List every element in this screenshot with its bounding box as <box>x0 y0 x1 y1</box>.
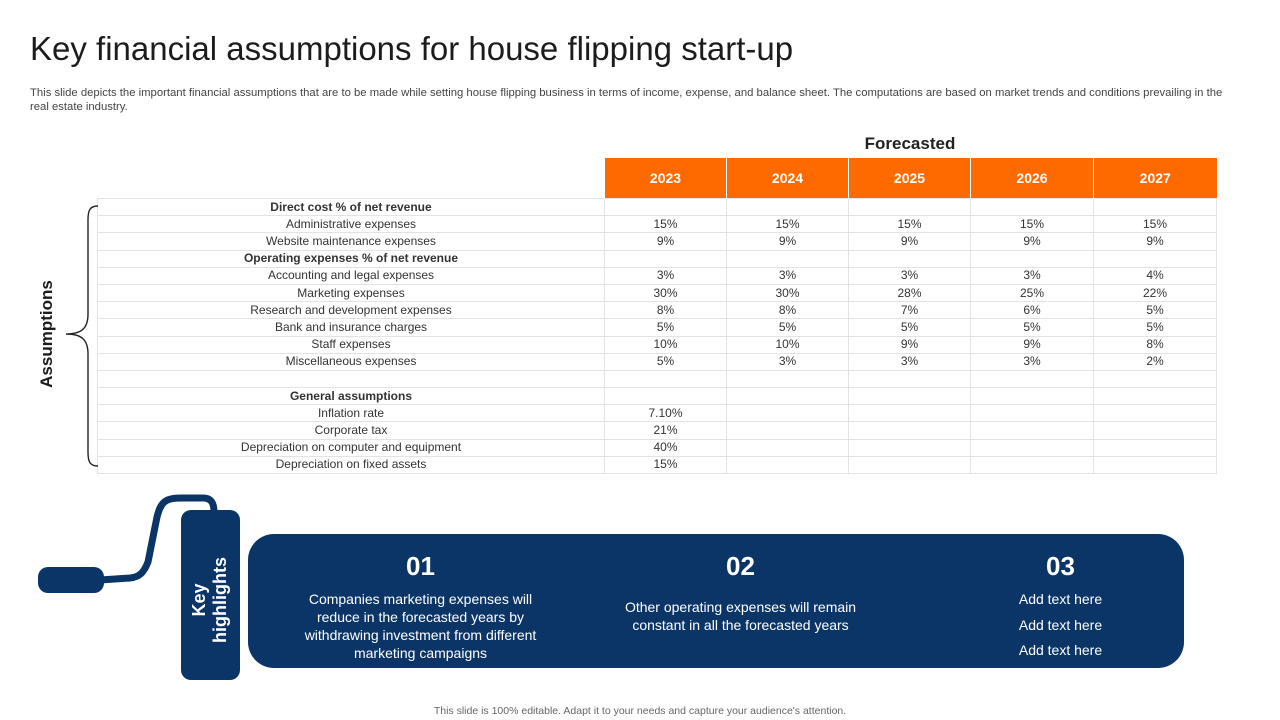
table-cell: 3% <box>849 353 971 370</box>
table-cell: 25% <box>971 284 1094 301</box>
highlight-item <box>618 534 863 634</box>
table-cell: 30% <box>605 284 727 301</box>
row-label: General assumptions <box>98 388 605 405</box>
table-cell: 10% <box>605 336 727 353</box>
table-cell: 4% <box>1094 267 1217 284</box>
table-cell: 5% <box>605 353 727 370</box>
table-row <box>98 456 1217 473</box>
table-cell: 15% <box>1094 216 1217 233</box>
table-cell <box>849 199 971 216</box>
header-blank-cell <box>98 158 605 199</box>
table-cell <box>971 250 1094 267</box>
table-cell: 9% <box>849 336 971 353</box>
row-label: Miscellaneous expenses <box>98 353 605 370</box>
table-cell <box>605 388 727 405</box>
table-cell: 40% <box>605 439 727 456</box>
year-header: 2027 <box>1094 158 1217 199</box>
highlight-text: Other operating expenses will remain constant in all the forecasted years <box>624 599 857 633</box>
table-cell: 3% <box>849 267 971 284</box>
table-cell <box>1094 250 1217 267</box>
highlight-text-list <box>938 590 1183 667</box>
row-label: Administrative expenses <box>98 216 605 233</box>
slide-title: Key financial assumptions for house flipping start-up <box>30 30 794 67</box>
table-row <box>98 370 1217 387</box>
highlight-item <box>938 534 1183 667</box>
assumptions-label: Assumptions <box>37 280 56 388</box>
year-header-row <box>98 158 1217 199</box>
table-cell <box>1094 422 1217 439</box>
table-cell: 15% <box>849 216 971 233</box>
table-cell: 3% <box>727 267 849 284</box>
table-cell: 15% <box>605 216 727 233</box>
table-cell <box>727 388 849 405</box>
table-cell: 3% <box>971 267 1094 284</box>
table-cell: 3% <box>971 353 1094 370</box>
table-cell <box>727 370 849 387</box>
table-cell: 21% <box>605 422 727 439</box>
table-cell: 9% <box>971 336 1094 353</box>
table-cell <box>1094 199 1217 216</box>
table-cell: 15% <box>605 456 727 473</box>
table-row <box>98 284 1217 301</box>
table-cell <box>971 439 1094 456</box>
table-cell: 8% <box>605 302 727 319</box>
table-cell: 10% <box>727 336 849 353</box>
row-label: Inflation rate <box>98 405 605 422</box>
table-cell: 28% <box>849 284 971 301</box>
table-cell <box>1094 405 1217 422</box>
table-cell: 5% <box>971 319 1094 336</box>
row-label <box>98 370 605 387</box>
table-cell: 5% <box>849 319 971 336</box>
table-cell <box>727 199 849 216</box>
table-body <box>98 199 1217 474</box>
table-cell: 15% <box>727 216 849 233</box>
highlight-number: 02 <box>726 551 755 581</box>
highlight-text: Add text here <box>1018 642 1103 658</box>
row-label: Operating expenses % of net revenue <box>98 250 605 267</box>
table-cell <box>1094 370 1217 387</box>
table-cell: 5% <box>727 319 849 336</box>
table-row <box>98 422 1217 439</box>
table-cell: 5% <box>605 319 727 336</box>
table-cell: 22% <box>1094 284 1217 301</box>
year-header: 2025 <box>849 158 971 199</box>
table-cell <box>727 405 849 422</box>
table-cell <box>605 250 727 267</box>
slide-description: This slide depicts the important financial assumptions that are to be made while setting house flipping business in terms of income, expense, and balance sheet. The computations are based on market trends and conditions prevailing in the real estate industry. <box>30 87 1223 113</box>
table-cell <box>849 405 971 422</box>
table-row <box>98 267 1217 284</box>
table-row <box>98 439 1217 456</box>
table-cell <box>1094 456 1217 473</box>
table-cell <box>849 388 971 405</box>
table-cell <box>1094 388 1217 405</box>
table-cell <box>727 456 849 473</box>
table-cell <box>971 456 1094 473</box>
row-label: Depreciation on fixed assets <box>98 456 605 473</box>
table-cell: 9% <box>727 233 849 250</box>
highlight-text: Add text here <box>1018 616 1103 633</box>
highlight-number: 03 <box>1046 551 1075 581</box>
row-label: Corporate tax <box>98 422 605 439</box>
table-row <box>98 336 1217 353</box>
table-cell <box>849 250 971 267</box>
table-row <box>98 216 1217 233</box>
row-label: Bank and insurance charges <box>98 319 605 336</box>
table-cell <box>605 199 727 216</box>
assumptions-table <box>97 158 1217 474</box>
table-cell <box>971 370 1094 387</box>
row-label: Website maintenance expenses <box>98 233 605 250</box>
table-cell: 5% <box>1094 302 1217 319</box>
table-cell <box>971 405 1094 422</box>
table-cell: 7% <box>849 302 971 319</box>
table-row <box>98 250 1217 267</box>
table-row <box>98 199 1217 216</box>
table-cell: 7.10% <box>605 405 727 422</box>
table-row <box>98 388 1217 405</box>
row-label: Research and development expenses <box>98 302 605 319</box>
table-cell: 9% <box>971 233 1094 250</box>
table-cell <box>1094 439 1217 456</box>
year-header: 2026 <box>971 158 1094 199</box>
table-cell <box>727 439 849 456</box>
table-cell: 3% <box>727 353 849 370</box>
table-cell: 6% <box>971 302 1094 319</box>
highlights-panel <box>248 534 1184 668</box>
table-cell: 8% <box>727 302 849 319</box>
table-cell: 30% <box>727 284 849 301</box>
table-cell <box>971 422 1094 439</box>
table-cell: 15% <box>971 216 1094 233</box>
table-cell <box>971 388 1094 405</box>
forecasted-label: Forecasted <box>864 134 956 153</box>
table-cell <box>727 422 849 439</box>
highlight-item <box>298 534 543 662</box>
brace-icon <box>62 204 102 468</box>
footer-note: This slide is 100% editable. Adapt it to your needs and capture your audience's attention. <box>433 705 847 717</box>
table-cell <box>849 370 971 387</box>
table-cell: 5% <box>1094 319 1217 336</box>
row-label: Staff expenses <box>98 336 605 353</box>
highlight-text: Add text here <box>1018 591 1103 607</box>
year-header: 2024 <box>727 158 849 199</box>
table-row <box>98 233 1217 250</box>
table-cell <box>849 439 971 456</box>
table-row <box>98 353 1217 370</box>
table-cell: 8% <box>1094 336 1217 353</box>
table-cell: 2% <box>1094 353 1217 370</box>
highlight-text: Companies marketing expenses will reduce in the forecasted years by withdrawing investment from different marketing campaigns <box>304 591 537 661</box>
row-label: Accounting and legal expenses <box>98 267 605 284</box>
year-header: 2023 <box>605 158 727 199</box>
table-row <box>98 405 1217 422</box>
table-cell: 9% <box>605 233 727 250</box>
table-cell <box>727 250 849 267</box>
table-row <box>98 319 1217 336</box>
table-cell: 9% <box>1094 233 1217 250</box>
highlight-number: 01 <box>406 551 435 581</box>
table-cell <box>971 199 1094 216</box>
table-row <box>98 302 1217 319</box>
table-cell: 9% <box>849 233 971 250</box>
row-label: Marketing expenses <box>98 284 605 301</box>
key-highlights-label: Key highlights <box>189 557 230 643</box>
table-cell <box>605 370 727 387</box>
row-label: Depreciation on computer and equipment <box>98 439 605 456</box>
table-cell <box>849 456 971 473</box>
table-cell: 3% <box>605 267 727 284</box>
row-label: Direct cost % of net revenue <box>98 199 605 216</box>
table-cell <box>849 422 971 439</box>
